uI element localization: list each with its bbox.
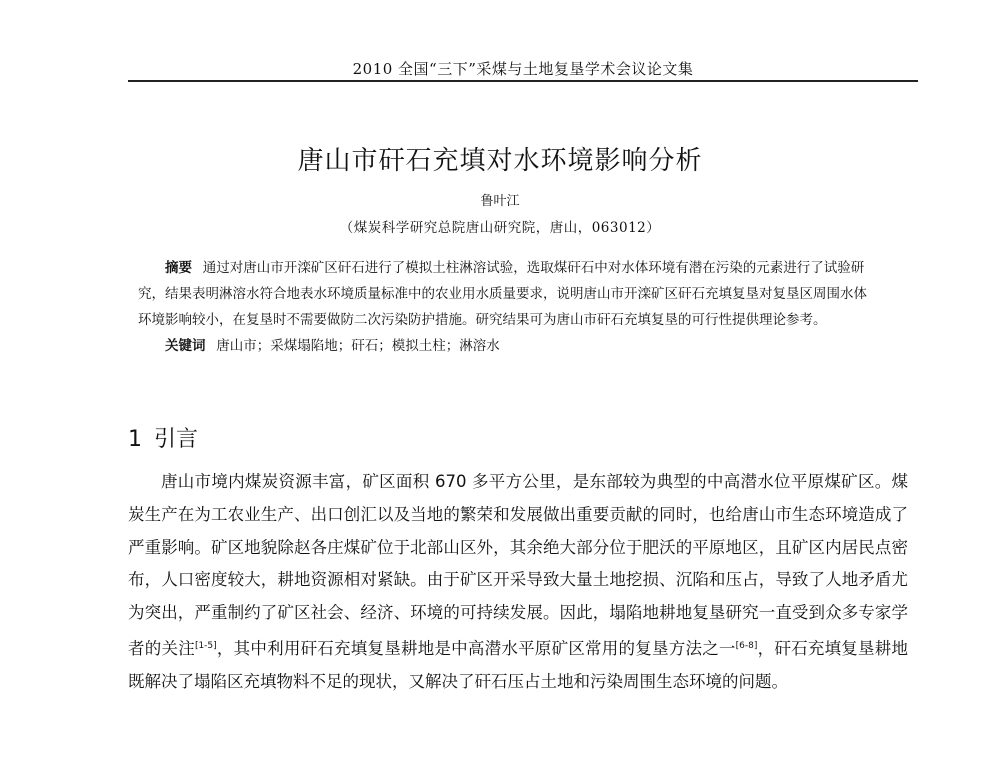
abstract-label: 摘要 — [165, 260, 192, 276]
keywords-label: 关键词 — [165, 338, 206, 354]
section-number: 1 — [128, 427, 142, 452]
body-text-part2: ，其中利用矸石充填复垦耕地是中高潜水平原矿区常用的复垦方法之一 — [216, 638, 736, 658]
citation-2: [6-8] — [735, 640, 758, 651]
abstract-text: 通过对唐山市开滦矿区矸石进行了模拟土柱淋溶试验，选取煤矸石中对水体环境有潜在污染的元素进行了试验研究，结果表明淋溶水符合地表水环境质量标准中的农业用水质量要求，说明唐山市开滦矿区矸石充填复垦对复垦区周围水体环境影响较小，在复垦时不需要做防二次污染防护措施。研究结果可为唐山市矸石充填复垦的可行性提供理论参考。 — [138, 260, 867, 328]
body-text-part1: 唐山市境内煤炭资源丰富，矿区面积 670 多平方公里，是东部较为典型的中高潜水位平原煤矿区。煤炭生产在为工农业生产、出口创汇以及当地的繁荣和发展做出重要贡献的同时，也给唐山市生态环境造成了严重影响。矿区地貌除赵各庄煤矿位于北部山区外，其余绝大部分位于肥沃的平原地区，且矿区内居民点密布，人口密度较大，耕地资源相对紧缺。由于矿区开采导致大量土地挖损、沉陷和压占，导致了人地矛盾尤为突出，严重制约了矿区社会、经济、环境的可持续发展。因此，塌陷地耕地复垦研究一直受到众多专家学者的关注 — [128, 472, 908, 658]
paper-title: 唐山市矸石充填对水环境影响分析 — [297, 146, 703, 176]
section-heading — [128, 422, 198, 453]
keywords-text: 唐山市；采煤塌陷地；矸石；模拟土柱；淋溶水 — [216, 338, 500, 354]
abstract-paragraph — [138, 255, 878, 333]
citation-1: [1-5] — [194, 640, 217, 651]
body-text-part3: ，矸石充填复垦耕地既解决了塌陷区充填物料不足的现状，又解决了矸石压占土地和污染周围生态环境的问题。 — [128, 638, 909, 691]
running-header: 2010 全国“三下”采煤与土地复垦学术会议论文集 — [352, 60, 694, 78]
author: 鲁叶江 — [480, 194, 520, 209]
affiliation: （煤炭科学研究总院唐山研究院，唐山，063012） — [339, 220, 661, 236]
header-rule — [128, 80, 918, 82]
body-text — [128, 466, 908, 699]
abstract — [138, 255, 878, 359]
section-title: 引言 — [154, 427, 199, 452]
body-paragraph — [128, 466, 908, 699]
keywords-paragraph — [138, 333, 878, 359]
